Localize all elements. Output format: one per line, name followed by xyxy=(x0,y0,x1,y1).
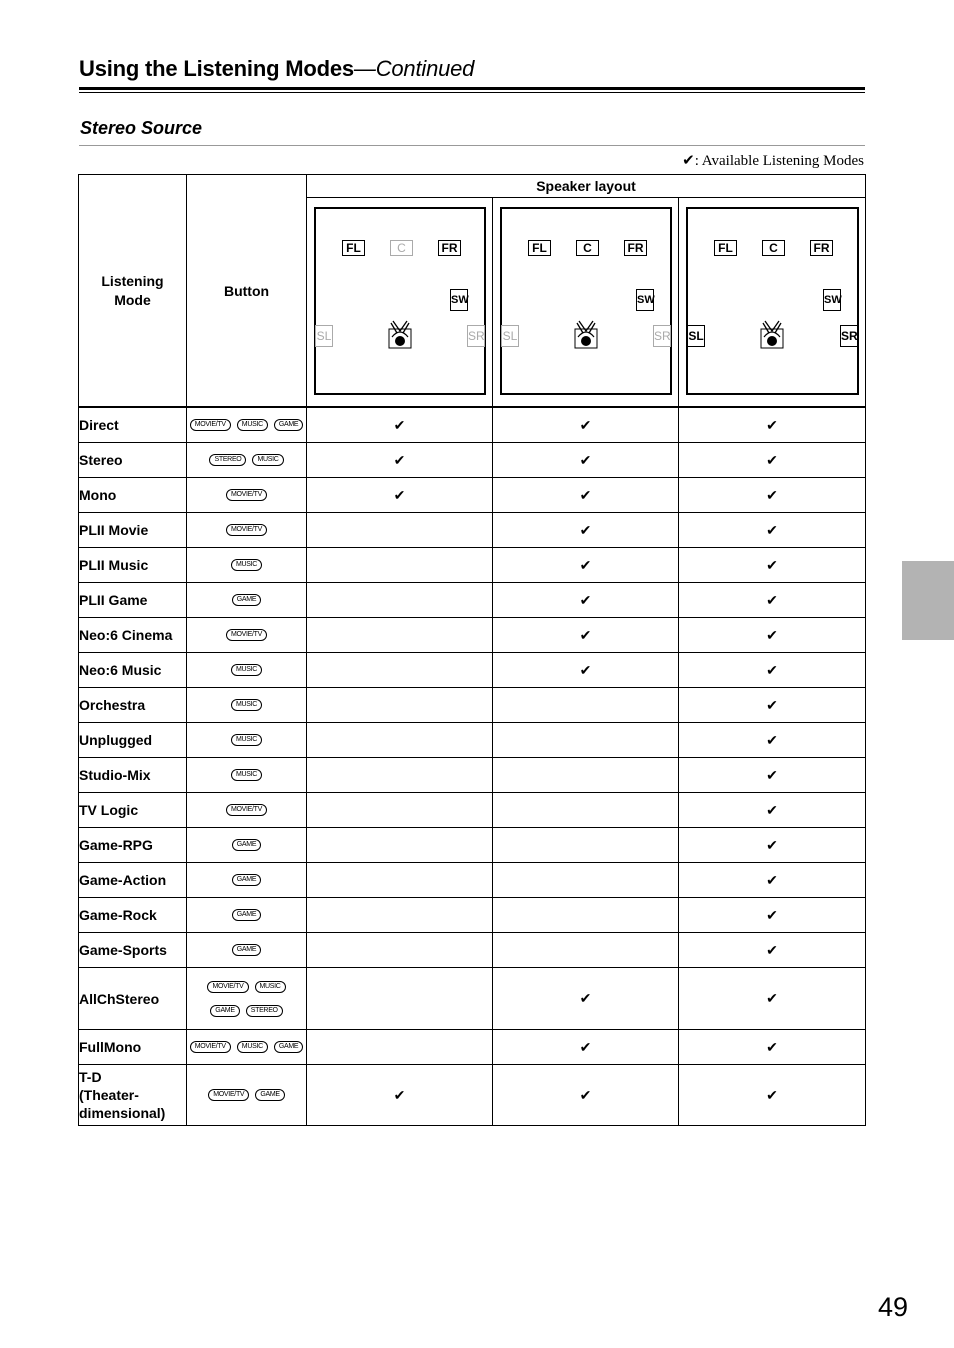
mode-buttons xyxy=(187,478,307,513)
speaker-fr: FR xyxy=(438,240,461,256)
check-icon: ✔ xyxy=(393,1086,406,1103)
button-badge: STEREO xyxy=(246,1005,283,1017)
mode-buttons xyxy=(187,1030,307,1065)
availability-cell-2 xyxy=(493,653,679,688)
speaker-sl: SL xyxy=(315,325,333,347)
table-row xyxy=(79,863,866,898)
button-badge: MUSIC xyxy=(237,1041,268,1053)
table-row xyxy=(79,407,866,443)
mode-buttons xyxy=(187,688,307,723)
listener-icon xyxy=(760,319,784,349)
page-number: 49 xyxy=(878,1292,909,1322)
mode-buttons xyxy=(187,1065,307,1126)
availability-cell-3 xyxy=(679,478,866,513)
availability-cell-1 xyxy=(307,793,493,828)
listener-icon xyxy=(388,319,412,349)
speaker-c: C xyxy=(762,240,785,256)
mode-name: Game-RPG xyxy=(79,828,187,863)
availability-cell-2 xyxy=(493,513,679,548)
button-badge: STEREO xyxy=(209,454,246,466)
availability-cell-1 xyxy=(307,407,493,443)
availability-cell-3 xyxy=(679,758,866,793)
availability-cell-2 xyxy=(493,723,679,758)
speaker-sw: SW xyxy=(636,289,654,311)
availability-cell-1 xyxy=(307,478,493,513)
availability-cell-1 xyxy=(307,898,493,933)
speaker-fr: FR xyxy=(624,240,647,256)
table-row xyxy=(79,898,866,933)
table-row xyxy=(79,688,866,723)
availability-cell-3 xyxy=(679,618,866,653)
button-badge: MOVIE/TV xyxy=(207,981,248,993)
mode-name: Neo:6 Cinema xyxy=(79,618,187,653)
speaker-sl: SL xyxy=(687,325,705,347)
check-icon: ✔ xyxy=(579,416,592,433)
check-icon: ✔ xyxy=(579,1038,592,1055)
availability-cell-3 xyxy=(679,548,866,583)
mode-name: Game-Action xyxy=(79,863,187,898)
button-badge: MUSIC xyxy=(231,699,262,711)
button-badge: MOVIE/TV xyxy=(190,419,231,431)
availability-cell-3 xyxy=(679,828,866,863)
legend xyxy=(682,151,864,170)
availability-cell-1 xyxy=(307,968,493,1030)
availability-cell-1 xyxy=(307,1030,493,1065)
button-badge: GAME xyxy=(232,594,261,606)
mode-buttons xyxy=(187,583,307,618)
check-icon: ✔ xyxy=(579,591,592,608)
availability-cell-2 xyxy=(493,863,679,898)
check-icon: ✔ xyxy=(393,451,406,468)
availability-cell-2 xyxy=(493,933,679,968)
column-header-button: Button xyxy=(187,175,307,408)
mode-buttons xyxy=(187,898,307,933)
availability-cell-3 xyxy=(679,723,866,758)
mode-name: Orchestra xyxy=(79,688,187,723)
availability-cell-1 xyxy=(307,653,493,688)
table-row xyxy=(79,933,866,968)
speaker-diagram xyxy=(314,207,486,395)
mode-buttons xyxy=(187,548,307,583)
speaker-fr: FR xyxy=(810,240,833,256)
check-icon: ✔ xyxy=(393,486,406,503)
check-icon: ✔ xyxy=(766,521,778,538)
speaker-sr: SR xyxy=(653,325,671,347)
availability-cell-3 xyxy=(679,407,866,443)
mode-name-line: (Theater- xyxy=(79,1087,139,1103)
header-title: Using the Listening Modes—Continued xyxy=(79,56,475,81)
button-badge: MUSIC xyxy=(252,454,283,466)
check-icon: ✔ xyxy=(766,990,778,1006)
legend-text: : Available Listening Modes xyxy=(694,153,864,169)
table-row xyxy=(79,618,866,653)
speaker-c: C xyxy=(390,240,413,256)
availability-cell-3 xyxy=(679,1030,866,1065)
availability-cell-2 xyxy=(493,793,679,828)
mode-name: PLII Music xyxy=(79,548,187,583)
availability-cell-1 xyxy=(307,688,493,723)
table-row xyxy=(79,968,866,1030)
listener-icon xyxy=(574,319,598,349)
availability-cell-3 xyxy=(679,793,866,828)
button-badge: GAME xyxy=(232,909,261,921)
button-badge: GAME xyxy=(274,1041,303,1053)
mode-name-line: T-D xyxy=(79,1069,102,1085)
availability-cell-2 xyxy=(493,758,679,793)
availability-cell-1 xyxy=(307,863,493,898)
check-icon: ✔ xyxy=(579,990,592,1006)
mode-name: Unplugged xyxy=(79,723,187,758)
mode-name: Direct xyxy=(79,407,187,443)
check-icon: ✔ xyxy=(579,626,592,643)
check-icon: ✔ xyxy=(393,416,406,433)
check-icon: ✔ xyxy=(766,1038,778,1055)
speaker-diagram xyxy=(500,207,672,395)
availability-cell-3 xyxy=(679,898,866,933)
table-row xyxy=(79,1065,866,1126)
speaker-fl: FL xyxy=(528,240,551,256)
check-icon: ✔ xyxy=(766,696,778,713)
button-badge: MOVIE/TV xyxy=(226,629,267,641)
speaker-fl: FL xyxy=(342,240,365,256)
mode-buttons xyxy=(187,653,307,688)
button-badge: GAME xyxy=(255,1089,284,1101)
check-icon: ✔ xyxy=(766,871,778,888)
availability-cell-2 xyxy=(493,898,679,933)
availability-cell-2 xyxy=(493,548,679,583)
mode-buttons xyxy=(187,933,307,968)
section-rule xyxy=(79,145,865,146)
mode-name: Mono xyxy=(79,478,187,513)
availability-cell-3 xyxy=(679,513,866,548)
availability-cell-3 xyxy=(679,863,866,898)
mode-buttons xyxy=(187,723,307,758)
check-icon: ✔ xyxy=(766,556,778,573)
availability-cell-1 xyxy=(307,513,493,548)
table-row xyxy=(79,793,866,828)
table-row xyxy=(79,513,866,548)
availability-cell-3 xyxy=(679,968,866,1030)
availability-cell-2 xyxy=(493,443,679,478)
column-header-mode: Listening Mode xyxy=(79,175,187,408)
speaker-sw: SW xyxy=(823,289,841,311)
check-icon: ✔ xyxy=(766,626,778,643)
button-badge: MOVIE/TV xyxy=(208,1089,249,1101)
check-icon: ✔ xyxy=(766,801,778,818)
table-row xyxy=(79,653,866,688)
availability-cell-3 xyxy=(679,583,866,618)
availability-cell-2 xyxy=(493,407,679,443)
check-icon: ✔ xyxy=(766,661,778,678)
button-badge: MOVIE/TV xyxy=(226,804,267,816)
check-icon: ✔ xyxy=(766,906,778,923)
mode-buttons xyxy=(187,793,307,828)
check-icon: ✔ xyxy=(766,731,778,748)
availability-cell-2 xyxy=(493,828,679,863)
mode-name: FullMono xyxy=(79,1030,187,1065)
button-badge: MOVIE/TV xyxy=(226,489,267,501)
section-title: Stereo Source xyxy=(80,118,203,138)
availability-cell-2 xyxy=(493,583,679,618)
mode-buttons xyxy=(187,828,307,863)
listening-modes-table xyxy=(78,174,866,1126)
availability-cell-1 xyxy=(307,723,493,758)
check-icon: ✔ xyxy=(579,521,592,538)
speaker-c: C xyxy=(576,240,599,256)
table-row xyxy=(79,478,866,513)
button-badge: GAME xyxy=(232,944,261,956)
button-badge: MOVIE/TV xyxy=(226,524,267,536)
availability-cell-2 xyxy=(493,1065,679,1126)
speaker-diagram xyxy=(686,207,859,395)
table-row xyxy=(79,758,866,793)
check-icon: ✔ xyxy=(579,451,592,468)
mode-buttons xyxy=(187,758,307,793)
check-icon: ✔ xyxy=(766,766,778,783)
check-icon: ✔ xyxy=(579,661,592,678)
mode-buttons xyxy=(187,863,307,898)
button-badge: MUSIC xyxy=(231,559,262,571)
check-icon: ✔ xyxy=(766,451,778,468)
availability-cell-1 xyxy=(307,618,493,653)
mode-name: Studio-Mix xyxy=(79,758,187,793)
availability-cell-1 xyxy=(307,828,493,863)
side-tab xyxy=(902,561,954,640)
check-icon: ✔ xyxy=(766,591,778,608)
availability-cell-2 xyxy=(493,968,679,1030)
availability-cell-3 xyxy=(679,443,866,478)
column-header-layout: Speaker layout xyxy=(307,175,866,198)
check-icon: ✔ xyxy=(766,486,778,503)
header-rule xyxy=(79,87,865,90)
availability-cell-3 xyxy=(679,933,866,968)
mode-name: Neo:6 Music xyxy=(79,653,187,688)
check-icon: ✔ xyxy=(766,836,778,853)
speaker-sr: SR xyxy=(467,325,485,347)
availability-cell-1 xyxy=(307,583,493,618)
mode-name: TV Logic xyxy=(79,793,187,828)
mode-buttons xyxy=(187,407,307,443)
table-row xyxy=(79,1030,866,1065)
button-badge: GAME xyxy=(210,1005,239,1017)
table-row xyxy=(79,723,866,758)
button-badge: GAME xyxy=(232,839,261,851)
table-row xyxy=(79,583,866,618)
mode-name: AllChStereo xyxy=(79,968,187,1030)
button-badge: MUSIC xyxy=(237,419,268,431)
check-icon: ✔ xyxy=(766,941,778,958)
header-continued: —Continued xyxy=(353,56,475,81)
availability-cell-3 xyxy=(679,653,866,688)
table-row xyxy=(79,443,866,478)
button-badge: MUSIC xyxy=(255,981,286,993)
availability-cell-2 xyxy=(493,618,679,653)
table-row xyxy=(79,548,866,583)
speaker-layout-2 xyxy=(493,198,679,408)
mode-name: PLII Game xyxy=(79,583,187,618)
availability-cell-3 xyxy=(679,688,866,723)
speaker-layout-3 xyxy=(679,198,866,408)
mode-buttons xyxy=(187,513,307,548)
speaker-sl: SL xyxy=(501,325,519,347)
check-icon: ✔ xyxy=(766,416,778,433)
availability-cell-2 xyxy=(493,1030,679,1065)
speaker-sr: SR xyxy=(840,325,858,347)
button-badge: MOVIE/TV xyxy=(190,1041,231,1053)
speaker-fl: FL xyxy=(714,240,737,256)
availability-cell-2 xyxy=(493,688,679,723)
button-badge: MUSIC xyxy=(231,769,262,781)
check-icon: ✔ xyxy=(682,153,695,169)
speaker-sw: SW xyxy=(450,289,468,311)
button-badge: MUSIC xyxy=(231,734,262,746)
check-icon: ✔ xyxy=(766,1086,778,1103)
mode-name: PLII Movie xyxy=(79,513,187,548)
mode-buttons xyxy=(187,618,307,653)
table-row xyxy=(79,828,866,863)
availability-cell-1 xyxy=(307,548,493,583)
mode-name-line: dimensional) xyxy=(79,1105,166,1121)
mode-name xyxy=(79,1065,187,1126)
availability-cell-2 xyxy=(493,478,679,513)
mode-name: Stereo xyxy=(79,443,187,478)
availability-cell-1 xyxy=(307,443,493,478)
button-badge: MUSIC xyxy=(231,664,262,676)
check-icon: ✔ xyxy=(579,1086,592,1103)
mode-name: Game-Rock xyxy=(79,898,187,933)
mode-buttons xyxy=(187,443,307,478)
availability-cell-1 xyxy=(307,758,493,793)
availability-cell-3 xyxy=(679,1065,866,1126)
speaker-layout-1 xyxy=(307,198,493,408)
button-badge: GAME xyxy=(232,874,261,886)
mode-buttons xyxy=(187,968,307,1030)
availability-cell-1 xyxy=(307,1065,493,1126)
header-rule-thin xyxy=(79,92,865,93)
check-icon: ✔ xyxy=(579,556,592,573)
mode-name: Game-Sports xyxy=(79,933,187,968)
page-header xyxy=(79,56,865,82)
check-icon: ✔ xyxy=(579,486,592,503)
availability-cell-1 xyxy=(307,933,493,968)
button-badge: GAME xyxy=(274,419,303,431)
